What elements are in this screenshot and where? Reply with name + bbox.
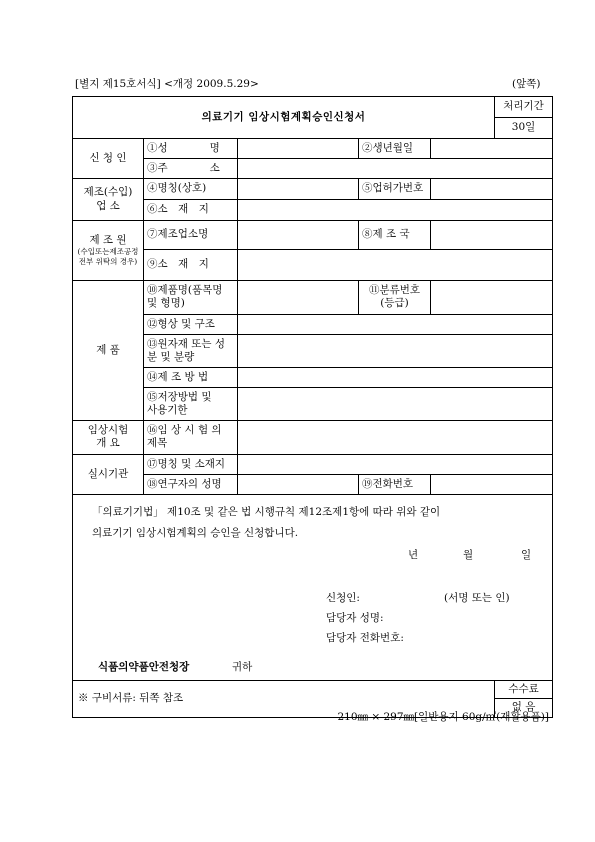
value-business-location <box>238 200 553 221</box>
label-address: ③주 소 <box>144 159 238 179</box>
label-product-name: ⑩제품명(품목명 및 형명) <box>144 280 238 314</box>
value-business-name <box>238 179 359 200</box>
value-product-name <box>238 280 359 314</box>
statement-line-2: 의료기기 임상시험계획의 승인을 신청합니다. <box>92 526 299 539</box>
label-phone: ⑲전화번호 <box>359 474 431 494</box>
label-license-number: ⑤업허가번호 <box>359 179 431 200</box>
value-factory-name <box>238 221 359 250</box>
label-business-name: ④명칭(상호) <box>144 179 238 200</box>
attachments-note: ※ 구비서류: 뒤쪽 참조 <box>73 680 495 717</box>
fee-label: 수수료 <box>495 680 553 698</box>
fee-value: 없 음 <box>495 698 553 717</box>
value-researcher-name <box>238 474 359 494</box>
addressee: 식품의약품안전청장 <box>98 660 190 673</box>
value-license-number <box>431 179 553 200</box>
form-title: 의료기기 임상시험계획승인신청서 <box>73 97 495 139</box>
section-origin-label: 제 조 원 <box>89 234 127 247</box>
label-shape-structure: ⑫형상 및 구조 <box>144 314 238 334</box>
section-institution: 실시기관 <box>73 454 144 494</box>
label-business-location: ⑥소 재 지 <box>144 200 238 221</box>
section-trial: 임상시험 개 요 <box>73 420 144 454</box>
label-country: ⑧제 조 국 <box>359 221 431 250</box>
value-storage <box>238 387 553 420</box>
value-shape-structure <box>238 314 553 334</box>
label-storage: ⑮저장방법 및 사용기한 <box>144 387 238 420</box>
section-product: 제 품 <box>73 280 144 420</box>
value-country <box>431 221 553 250</box>
page-side-label: (앞쪽) <box>512 78 541 90</box>
form-number: [별지 제15호서식] <개정 2009.5.29> <box>75 78 259 90</box>
processing-period-value: 30일 <box>495 118 553 139</box>
honorific: 귀하 <box>232 660 253 673</box>
statement-block <box>73 494 553 680</box>
value-manufacturing-method <box>238 367 553 387</box>
value-institution-name <box>238 454 553 474</box>
applicant-label: 신청인: <box>326 591 360 604</box>
date-year: 년 <box>408 548 419 561</box>
value-materials <box>238 334 553 367</box>
section-origin-note: (수입또는제조공정 전부 위탁의 경우) <box>77 247 139 266</box>
value-address <box>238 159 553 179</box>
label-name: ①성 명 <box>144 139 238 159</box>
signature-label: (서명 또는 인) <box>444 591 510 604</box>
contact-phone-label: 담당자 전화번호: <box>326 631 404 644</box>
label-classification: ⑪분류번호 (등급) <box>359 280 431 314</box>
label-factory-name: ⑦제조업소명 <box>144 221 238 250</box>
section-applicant: 신 청 인 <box>73 139 144 179</box>
label-researcher-name: ⑱연구자의 성명 <box>144 474 238 494</box>
value-name <box>238 139 359 159</box>
label-institution-name: ⑰명칭 및 소재지 <box>144 454 238 474</box>
value-trial-title <box>238 420 553 454</box>
value-classification <box>431 280 553 314</box>
value-birthdate <box>431 139 553 159</box>
value-factory-location <box>238 249 553 280</box>
processing-period-label: 처리기간 <box>495 97 553 118</box>
statement-line-1: 「의료기기법」 제10조 및 같은 법 시행규칙 제12조제1항에 따라 위와 같이 <box>92 505 441 518</box>
value-phone <box>431 474 553 494</box>
label-manufacturing-method: ⑭제 조 방 법 <box>144 367 238 387</box>
contact-name-label: 담당자 성명: <box>326 611 384 624</box>
application-form <box>72 96 553 718</box>
section-origin <box>73 221 144 281</box>
section-manufacturer: 제조(수입) 업 소 <box>73 179 144 221</box>
label-factory-location: ⑨소 재 지 <box>144 249 238 280</box>
date-month: 월 <box>463 548 474 561</box>
label-trial-title: ⑯임 상 시 험 의 제목 <box>144 420 238 454</box>
label-materials: ⑬원자재 또는 성 분 및 분량 <box>144 334 238 367</box>
label-birthdate: ②생년월일 <box>359 139 431 159</box>
paper-spec-footer: 210㎜ × 297㎜[일반용지 60g/㎡(재활용품)] <box>337 711 549 723</box>
date-day: 일 <box>521 548 532 561</box>
